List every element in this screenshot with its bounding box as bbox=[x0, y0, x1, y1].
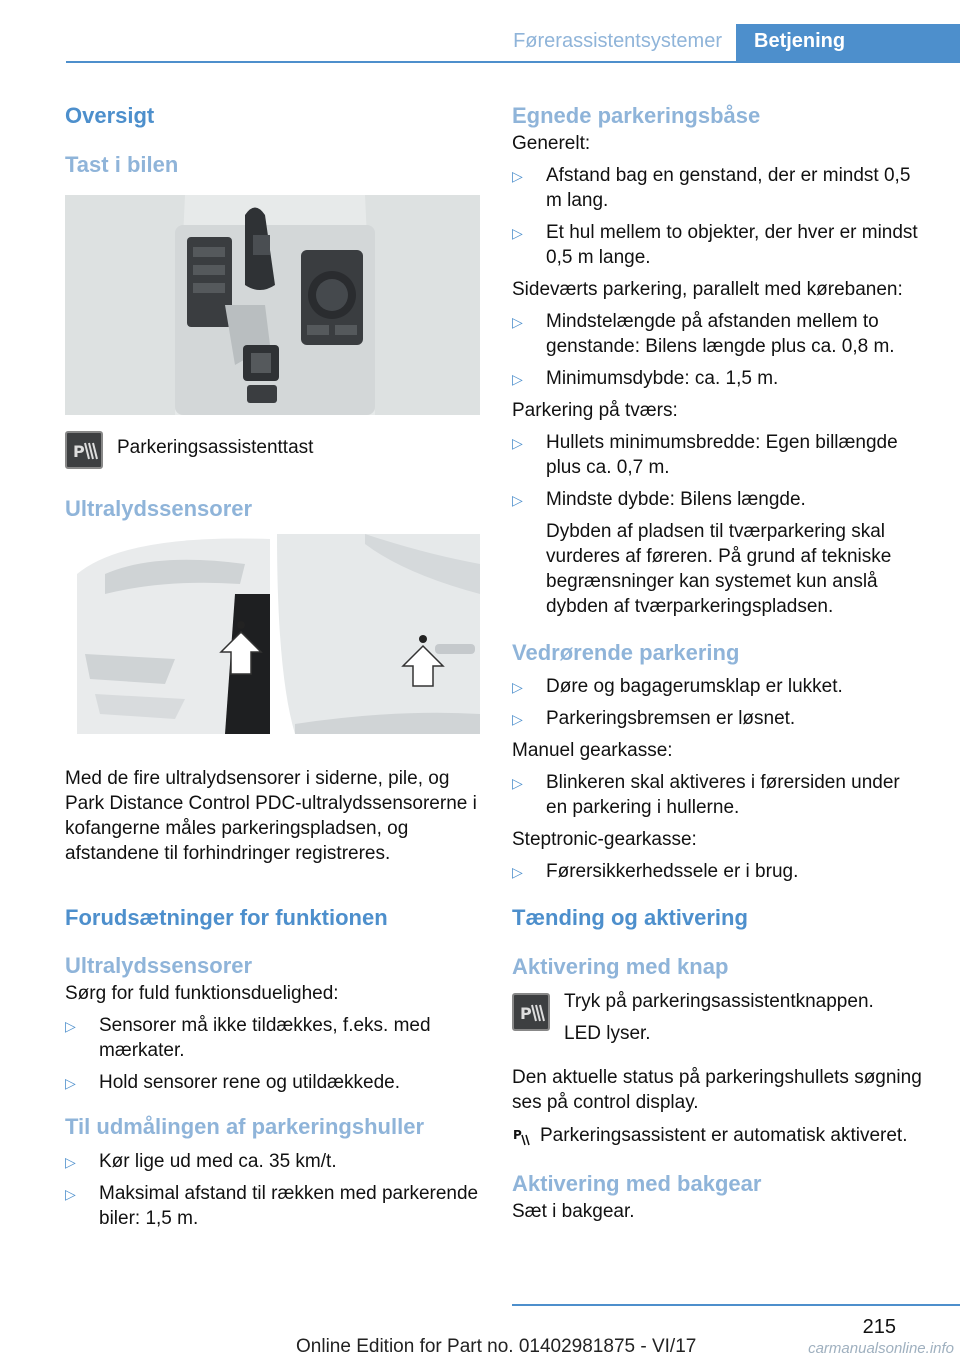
triangle-right-icon: ▷ bbox=[512, 679, 523, 696]
list-item: ▷ Parkeringsbremsen er løsnet. bbox=[512, 706, 922, 731]
button-act-row bbox=[512, 989, 922, 1049]
list-item: ▷ Sensorer må ikke tildækkes, f.eks. med mærkater. bbox=[65, 1014, 431, 1061]
spaces-title: Egnede parkeringsbåse bbox=[512, 103, 761, 128]
triangle-right-icon: ▷ bbox=[65, 1074, 76, 1091]
parking-list bbox=[512, 674, 922, 731]
triangle-right-icon: ▷ bbox=[512, 864, 523, 881]
parallel-label: Sideværts parkering, parallelt med kørebanen: bbox=[512, 278, 903, 300]
triangle-right-icon: ▷ bbox=[512, 434, 523, 451]
triangle-right-icon: ▷ bbox=[512, 167, 523, 184]
requirements-title: Forudsætninger for funktionen bbox=[65, 904, 388, 930]
list-item: ▷ Mindste dybde: Bilens længde. bbox=[512, 487, 922, 512]
button-caption: Parkeringsassistenttast bbox=[117, 437, 314, 459]
list-item: ▷ Førersikkerhedssele er i brug. bbox=[512, 859, 922, 884]
list-item: ▷ Hullets minimumsbredde: Egen billængde plus ca. 0,7 m. bbox=[512, 431, 898, 478]
parallel-list bbox=[512, 309, 922, 391]
edition-text: Online Edition for Part no. 01402981875 - VI/17 bbox=[296, 1336, 697, 1357]
list-item: ▷ Et hul mellem to objekter, der hver er mindst 0,5 m lange. bbox=[512, 221, 918, 268]
page-number: 215 bbox=[862, 1316, 896, 1338]
list-item: ▷ Mindstelængde på afstanden mellem to genstande: Bilens længde plus ca. 0,8 m. bbox=[512, 310, 895, 357]
reverse-text: Sæt i bakgear. bbox=[512, 1200, 635, 1222]
steptronic-label: Steptronic-gearkasse: bbox=[512, 829, 697, 851]
watermark: carmanualsonline.info bbox=[808, 1340, 954, 1357]
list-item: ▷ Maksimal afstand til rækken med parkerende biler: 1,5 m. bbox=[65, 1182, 479, 1229]
triangle-right-icon: ▷ bbox=[65, 1185, 76, 1202]
overview-title: Oversigt bbox=[65, 103, 155, 128]
triangle-right-icon: ▷ bbox=[512, 224, 523, 241]
triangle-right-icon: ▷ bbox=[512, 370, 523, 387]
console-illustration bbox=[65, 195, 480, 415]
console-photo bbox=[65, 195, 480, 415]
ignition-title: Tænding og aktivering bbox=[512, 905, 748, 931]
cross-note: Dybden af pladsen til tværparkering skal vurderes af føreren. På grund af tekniske begrænsninger kan systemet kun anslå dybden af tværparkeringspladsen. bbox=[546, 520, 892, 617]
button-act-led: LED lyser. bbox=[564, 1023, 651, 1045]
page-footer bbox=[0, 1290, 960, 1362]
triangle-right-icon: ▷ bbox=[512, 491, 523, 508]
button-act-step: Tryk på parkeringsassistentknappen. bbox=[564, 991, 874, 1013]
reverse-title: Aktivering med bakgear bbox=[512, 1171, 762, 1197]
manual-label: Manuel gearkasse: bbox=[512, 740, 673, 762]
triangle-right-icon: ▷ bbox=[512, 775, 523, 792]
measure-list bbox=[65, 1149, 480, 1231]
triangle-right-icon: ▷ bbox=[65, 1153, 76, 1170]
auto-row bbox=[512, 1123, 922, 1148]
header-tab: Betjening bbox=[736, 24, 960, 62]
general-list bbox=[512, 163, 922, 270]
list-item: ▷ Minimumsdybde: ca. 1,5 m. bbox=[512, 366, 922, 391]
parking-assistant-icon bbox=[512, 1125, 534, 1154]
svg-text:P: P bbox=[73, 442, 85, 462]
steptronic-list bbox=[512, 859, 922, 884]
triangle-right-icon: ▷ bbox=[512, 711, 523, 728]
button-caption-row bbox=[65, 431, 480, 473]
svg-text:P: P bbox=[520, 1004, 532, 1024]
parking-title: Vedrørende parkering bbox=[512, 639, 740, 665]
triangle-right-icon: ▷ bbox=[512, 313, 523, 330]
cross-label: Parkering på tværs: bbox=[512, 399, 678, 421]
parking-assistant-icon bbox=[512, 993, 550, 1031]
svg-text:P: P bbox=[513, 1128, 522, 1143]
sensor-photo bbox=[65, 534, 480, 734]
right-column bbox=[512, 100, 922, 1224]
parking-assistant-icon bbox=[65, 431, 103, 469]
list-item: ▷ Afstand bag en genstand, der er mindst 0,5 m lang. bbox=[512, 164, 911, 211]
sensor-illustration bbox=[65, 534, 480, 734]
list-item: ▷ Kør lige ud med ca. 35 km/t. bbox=[65, 1149, 480, 1174]
header-section: Førerassistentsystemer bbox=[513, 30, 722, 52]
button-title: Tast i bilen bbox=[65, 151, 179, 177]
button-act-title: Aktivering med knap bbox=[512, 953, 729, 979]
footer-rule bbox=[512, 1304, 960, 1306]
list-item: ▷ Døre og bagagerumsklap er lukket. bbox=[512, 674, 922, 699]
auto-text: Parkeringsassistent er automatisk aktiveret. bbox=[540, 1125, 908, 1147]
status-text: Den aktuelle status på parkeringshullets søgning ses på control display. bbox=[512, 1067, 922, 1114]
triangle-right-icon: ▷ bbox=[65, 1017, 76, 1034]
list-item: ▷ Hold sensorer rene og utildækkede. bbox=[65, 1070, 480, 1095]
list-item: ▷ Blinkeren skal aktiveres i førersiden under en parkering i hullerne. bbox=[512, 772, 900, 819]
sensors-title: Ultralydssensorer bbox=[65, 496, 253, 522]
req-sensors-intro: Sørg for fuld funktionsduelighed: bbox=[65, 982, 339, 1004]
measure-title: Til udmålingen af parkeringshuller bbox=[65, 1113, 425, 1139]
left-column bbox=[65, 100, 480, 1238]
general-label: Generelt: bbox=[512, 132, 591, 154]
page-header bbox=[0, 0, 960, 64]
req-sensors-title: Ultralydssensorer bbox=[65, 953, 253, 979]
sensors-text: Med de fire ultralydsensorer i siderne, pile, og Park Distance Control PDC-ultralydssensorerne i kofangerne måles parkeringspladsen, og afstandene til forhindringer registreres. bbox=[65, 767, 477, 864]
manual-list bbox=[512, 770, 922, 820]
cross-list bbox=[512, 430, 922, 512]
header-rule bbox=[66, 61, 960, 63]
req-sensors-list bbox=[65, 1013, 480, 1095]
